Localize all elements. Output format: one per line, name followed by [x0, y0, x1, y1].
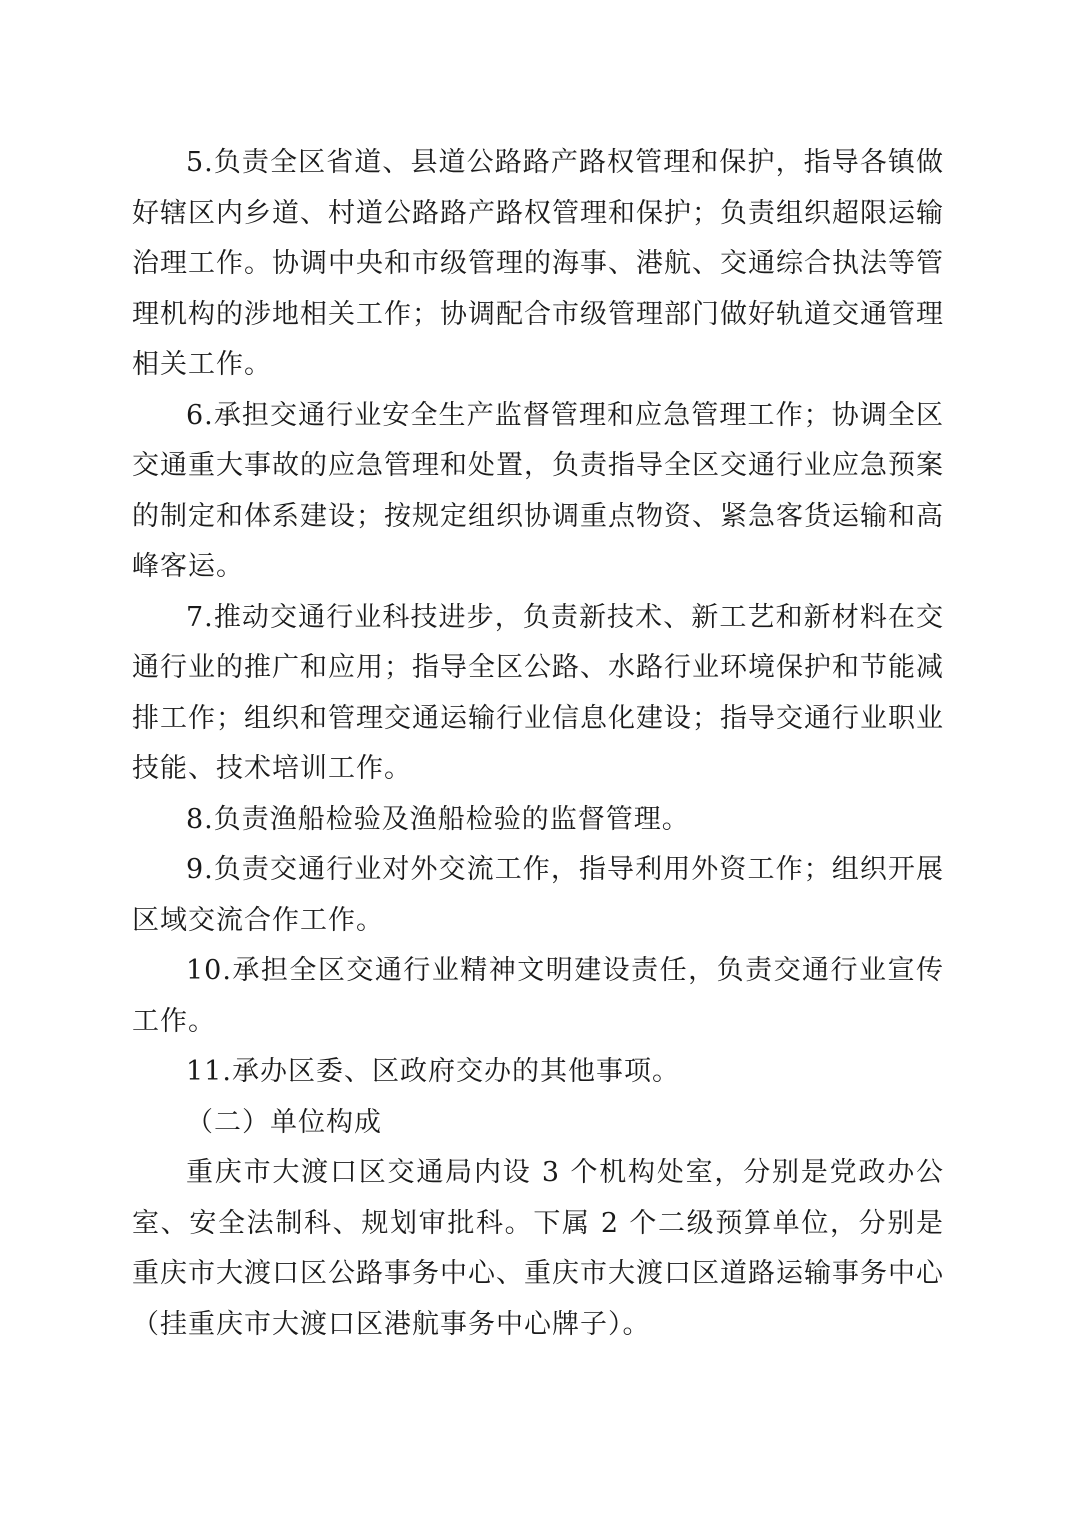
paragraph-duty-10: 10.承担全区交通行业精神文明建设责任，负责交通行业宣传工作。: [132, 955, 944, 1037]
document-body: [132, 138, 944, 1350]
paragraph-duty-7: 7.推动交通行业科技进步，负责新技术、新工艺和新材料在交通行业的推广和应用；指导全区公路、水路行业环境保护和节能减排工作；组织和管理交通运输行业信息化建设；指导交通行业职业技能、技术培训工作。: [132, 601, 944, 784]
paragraph-duty-6: 6.承担交通行业安全生产监督管理和应急管理工作；协调全区交通重大事故的应急管理和处置，负责指导全区交通行业应急预案的制定和体系建设；按规定组织协调重点物资、紧急客货运输和高峰客运。: [132, 399, 944, 582]
paragraph-duty-11: 11.承办区委、区政府交办的其他事项。: [186, 1056, 680, 1087]
section-heading-unit-composition: （二）单位构成: [186, 1106, 382, 1138]
paragraph-duty-9: 9.负责交通行业对外交流工作，指导利用外资工作；组织开展区域交流合作工作。: [132, 854, 944, 936]
paragraph-duty-8: 8.负责渔船检验及渔船检验的监督管理。: [186, 803, 690, 835]
paragraph-duty-5: 5.负责全区省道、县道公路路产路权管理和保护，指导各镇做好辖区内乡道、村道公路路产路权管理和保护；负责组织超限运输治理工作。协调中央和市级管理的海事、港航、交通综合执法等管理机构的涉地相关工作；协调配合市级管理部门做好轨道交通管理相关工作。: [132, 147, 944, 380]
paragraph-unit-composition: 重庆市大渡口区交通局内设 3 个机构处室，分别是党政办公室、安全法制科、规划审批科。下属 2 个二级预算单位，分别是重庆市大渡口区公路事务中心、重庆市大渡口区道路运输事务中心（挂重庆市大渡口区港航事务中心牌子）。: [132, 1157, 944, 1340]
